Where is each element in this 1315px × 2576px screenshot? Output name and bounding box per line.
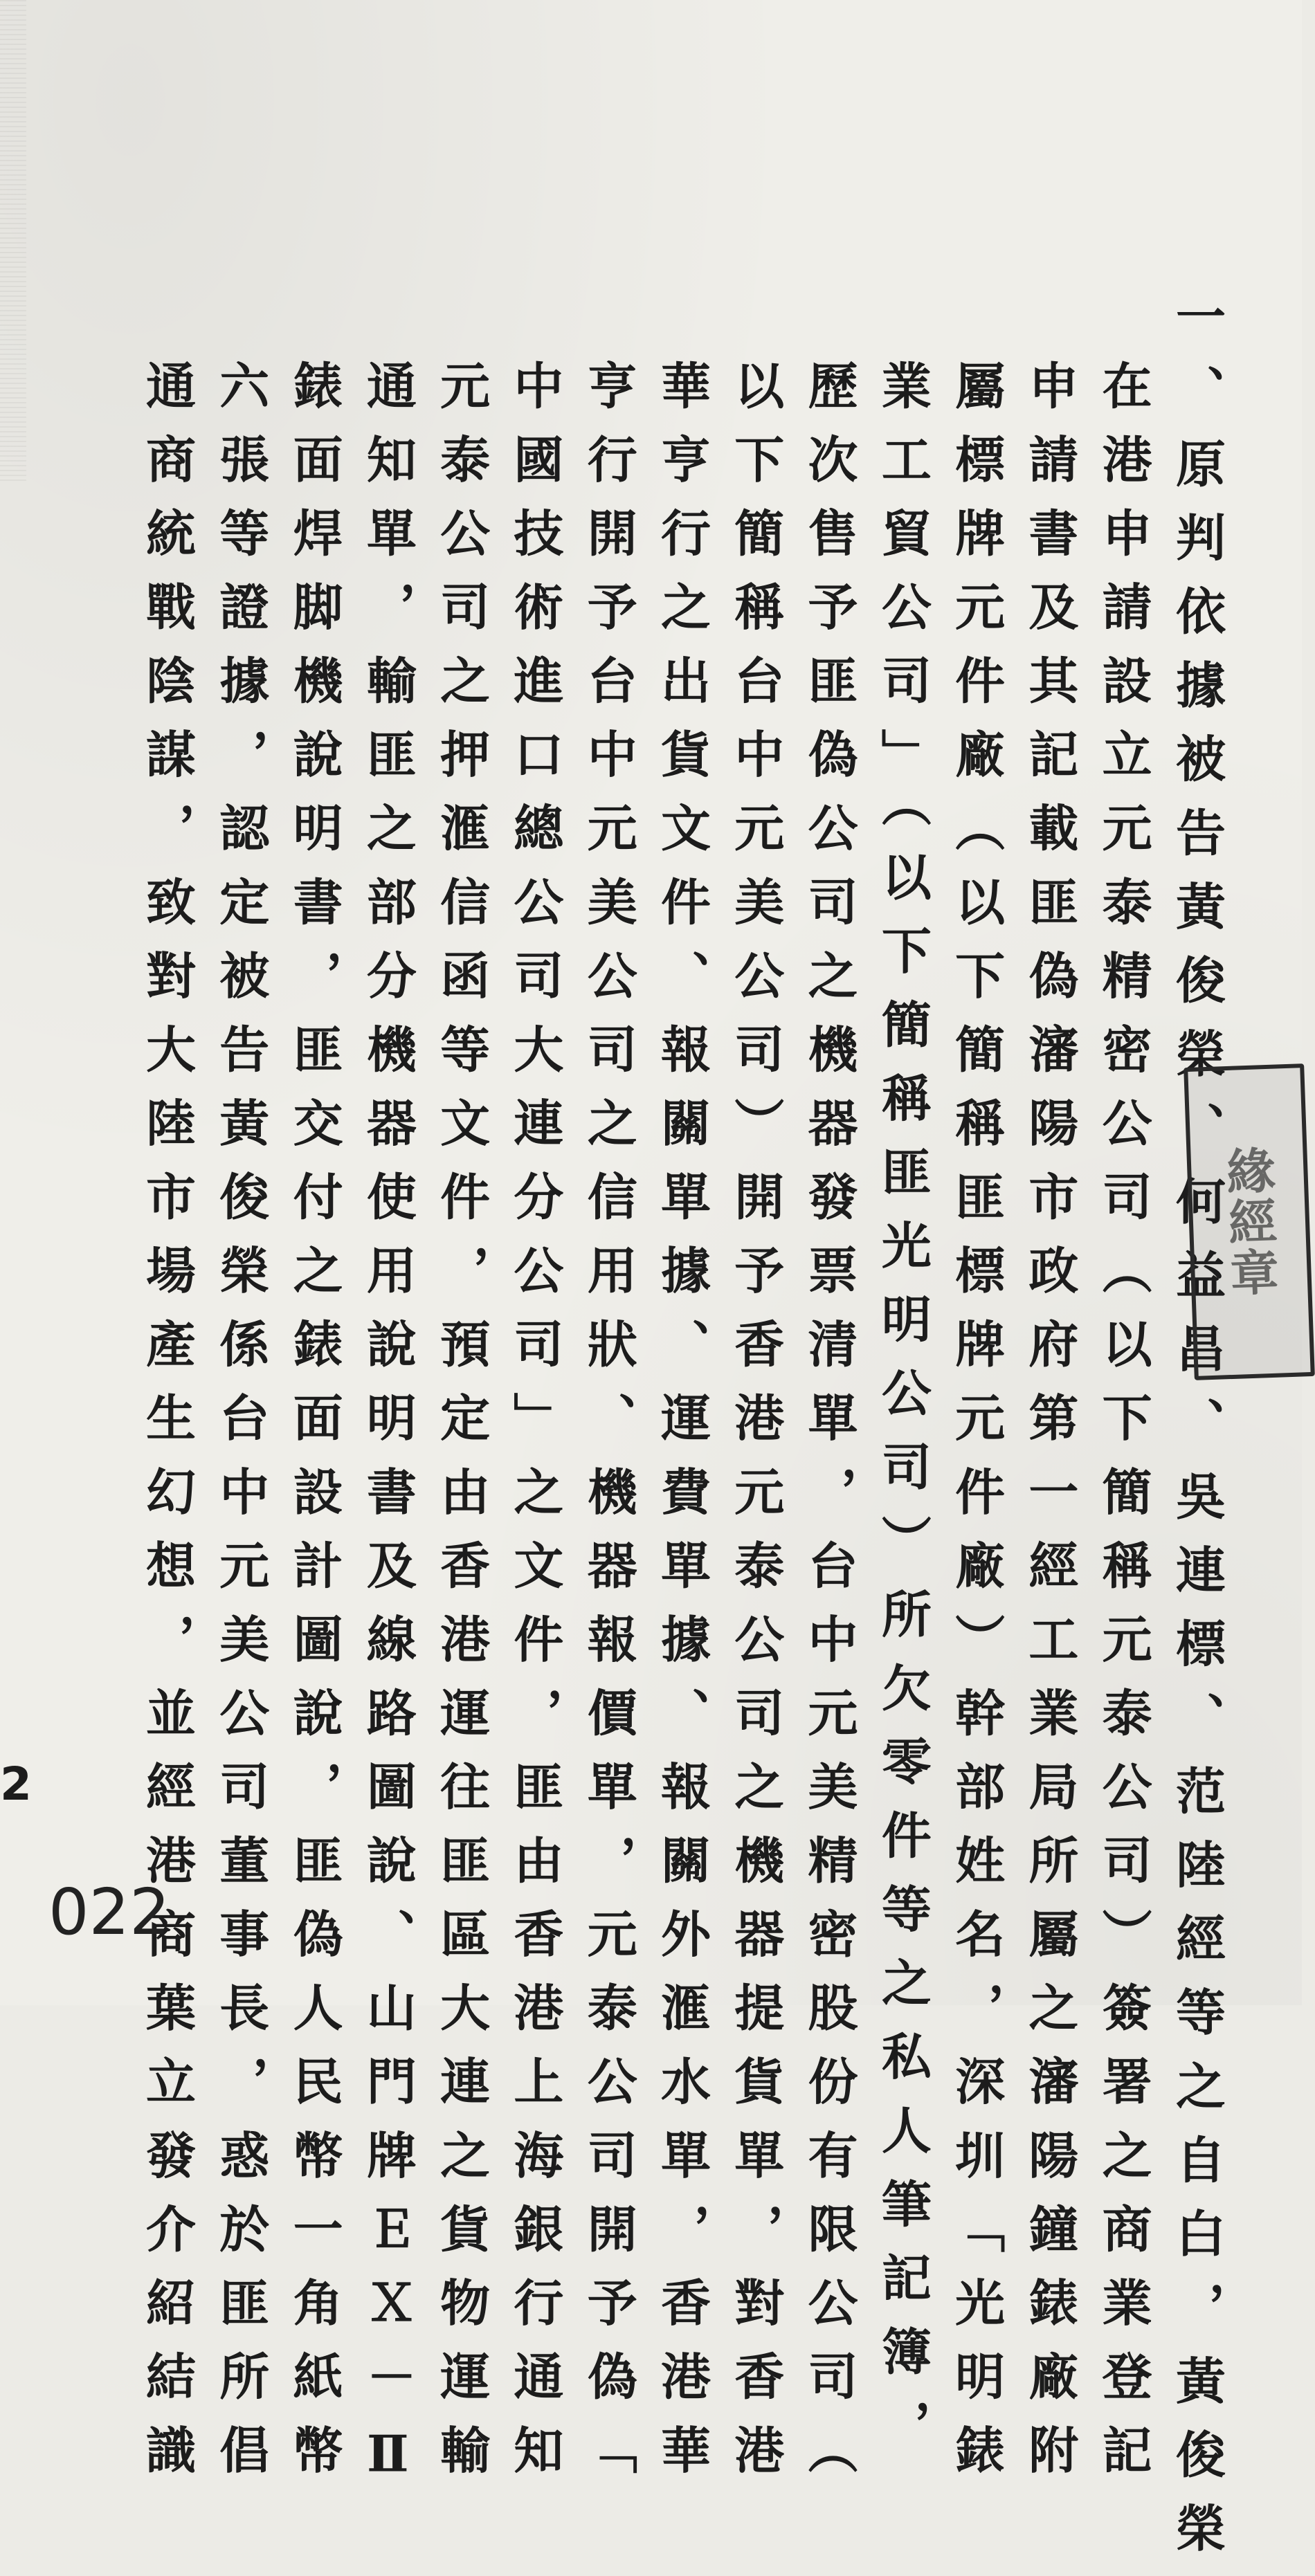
text-column: 以下簡稱台中元美公司）開予香港元泰公司之機器提貨單，對香港: [726, 360, 786, 2499]
text-column: 錶面焊脚機說明書，匪交付之錶面設計圖說，匪偽人民幣一角紙幣: [284, 360, 344, 2499]
scan-edge-noise: [0, 0, 26, 484]
vertical-text-body: [138, 291, 1226, 2576]
text-column: 六張等證據，認定被告黃俊榮係台中元美公司董事長，惑於匪所倡: [211, 360, 271, 2499]
text-column: 亨行開予台中元美公司之信用狀、機器報價單，元泰公司開予偽「: [579, 360, 638, 2499]
text-column: 通商統戰陰謀，致對大陸市場產生幻想，並經港商葉立發介紹結識: [138, 360, 197, 2499]
text-column: 通知單，輸匪之部分機器使用說明書及線路圖說、山門牌ＥＸ－Ⅱ: [358, 360, 417, 2508]
page-number: 022: [48, 1875, 170, 1949]
text-column: 歷次售予匪偽公司之機器發票清單，台中元美精密股份有限公司（: [799, 360, 859, 2499]
text-column: 在港申請設立元泰精密公司（以下簡稱元泰公司）簽署之商業登記: [1094, 360, 1153, 2499]
text-column: 中國技術進口總公司大連分公司」之文件，匪由香港上海銀行通知: [505, 360, 565, 2499]
text-column: 元泰公司之押滙信函等文件，預定由香港運往匪區大連之貨物運輸: [432, 360, 491, 2499]
text-column: 一、原判依據被告黃俊榮、何益昌、吳連標、范陸經等之自白，黃俊榮: [1167, 291, 1226, 2576]
text-column: 華亨行之出貨文件、報關單據、運費單據、報關外滙水單，香港華: [652, 360, 711, 2499]
text-column: 業工貿公司」（以下簡稱匪光明公司）所欠零件等之私人筆記簿，: [873, 360, 932, 2474]
official-seal-stamp: [1184, 1063, 1315, 1380]
seal-text: 緣經章: [1217, 1144, 1281, 1299]
text-column: 申請書及其記載匪偽瀋陽市政府第一經工業局所屬之瀋陽鐘錶廠附: [1020, 360, 1080, 2499]
text-column: 屬標牌元件廠（以下簡稱匪標牌元件廠）幹部姓名，深圳「光明錶: [947, 360, 1006, 2499]
margin-number: 2: [0, 1757, 32, 1811]
